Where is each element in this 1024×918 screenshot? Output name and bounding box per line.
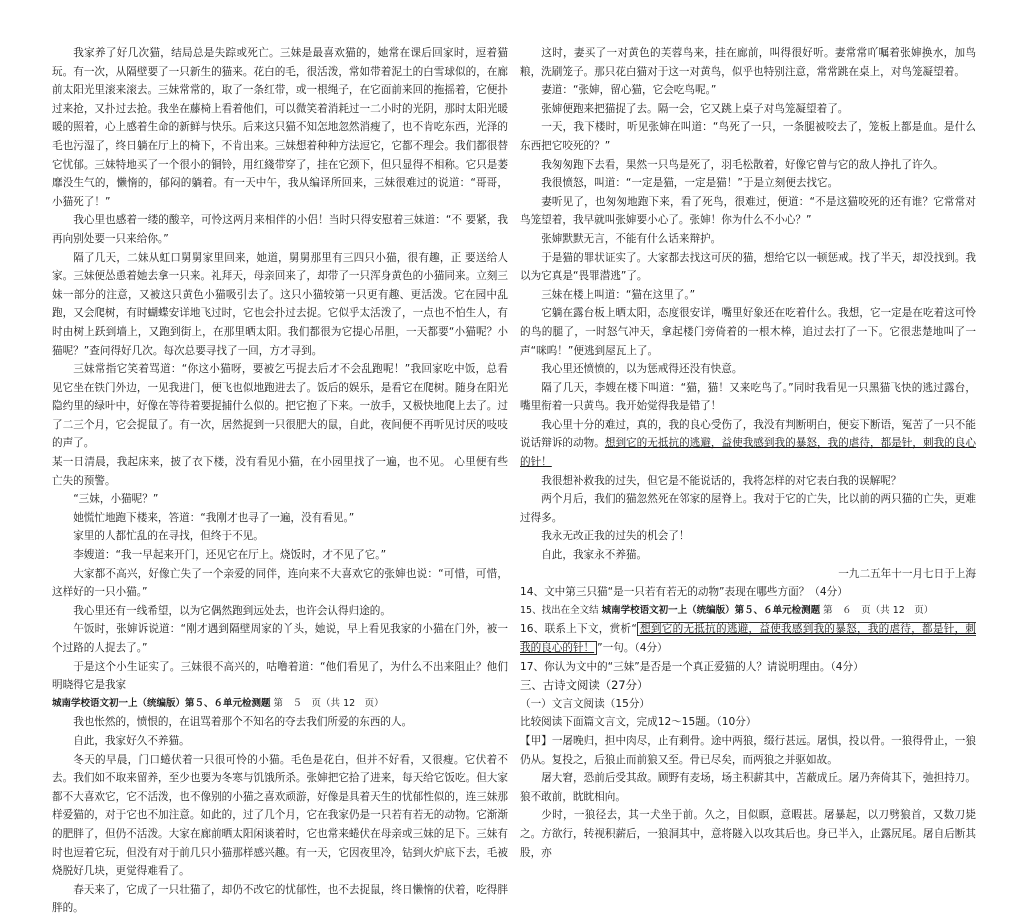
paragraph: 张婶便跑来把猫捉了去。隔一会，它又跳上桌子对鸟笼凝望着了。: [541, 102, 849, 115]
question-17: 17、你认为文中的“三妹”是否是一个真正爱猫的人？请说明理由。（4分）: [520, 660, 864, 673]
footer-school: 城南学校语文初一上（统编版）第５、６单元检测题: [601, 604, 821, 616]
paragraph: 我匆匆跑下去看，果然一只鸟是死了，羽毛松散着，好像它曾与它的敌人挣扎了许久。: [541, 158, 944, 171]
conscience-underlined: 想到它的无抵抗的逃避，益使我感到我的暴怒，我的虐待，都是针，刺我的良心的针！: [520, 437, 977, 469]
question-15-footer: [520, 602, 976, 621]
footer-school: 城南学校语文初一上（统编版）第５、６单元检测题: [52, 697, 271, 709]
date-line: 一九二五年十一月七日于上海: [838, 567, 976, 580]
paragraph: 这时，妻买了一对黄色的芙蓉鸟来，挂在廊前，叫得很好听。妻常常吖嘱着张婶换水，加鸟粮，洗刷笼子。那只花白猫对于这一对黄鸟，似乎也特别注意，常常跳在桌上，对鸟笼凝望着。: [520, 47, 976, 78]
paragraph: 自此，我家永不养猫。: [541, 549, 648, 562]
paragraph: 张婶默默无言，不能有什么话来辩护。: [541, 232, 722, 245]
instruction: 比较阅读下面篇文言文，完成12～15题。（10分）: [520, 716, 757, 729]
question-16-lead: 16、联系上下文，赏析“: [520, 623, 637, 636]
paragraph-conscience: [520, 416, 976, 472]
paragraph: 大家都不高兴，好像亡失了一个亲爱的同伴，连向来不大喜欢它的张婶也说：“可惜，可惜，这样好的一只小猫。”: [52, 567, 508, 599]
paragraph: 妻道：“张婶，留心猫，它会吃鸟呢。”: [541, 84, 717, 97]
paragraph: 于是猫的罪状证实了。大家都去找这可厌的猫，想给它以一顿惩戒。找了半天，却没找到。我以为它真是“畏罪潜逃”了。: [520, 251, 976, 283]
question-15-lead: 15、找出在全文结: [520, 604, 599, 616]
paragraph: 三妹常指它笑着骂道：“你这小猫呀，要被乞丐捉去后才不会乱跑呢！”我回家吃中饭，总看 见它坐在铁门外边，一见我进门，便飞也似地跑进去了。饭后的娱乐，是看它在爬树。随身在阳光隐约里的绿叶中，好像在等待着要捉捕什么似的。把它抱了下来。一放手，又极快地爬上去了。过了二三个月，它会捉鼠了。有一次，居然捉到一只很肥大的鼠，自此，夜间便不再听见讨厌的吱吱的声了。: [52, 363, 508, 450]
right-column: [520, 44, 976, 862]
paragraph: 它躺在露台板上晒太阳，态度很安详，嘴里好象还在吃着什么。我想，它一定是在吃着这可怜的鸟的腿了，一时怒气冲天，拿起楼门旁倚着的一根木棒，追过去打了一下。它很悲楚地叫了一声“咪呜！”便逃到屋瓦上了。: [520, 307, 976, 357]
paragraph: 我也怅然的，愤恨的，在诅骂着那个不知名的夺去我们所爱的东西的人。: [73, 716, 413, 729]
paragraph: 一天，我下楼时，听见张婶在叫道：“鸟死了一只，一条腿被咬去了，笼板上都是血。是什么东西把它咬死的？”: [520, 121, 976, 152]
subsection-heading: （一）文言文阅读（15分）: [520, 697, 651, 710]
paragraph: 自此，我家好久不养猫。: [73, 734, 190, 747]
question-16-tail: ”一句。（4分）: [597, 642, 668, 654]
classical-paragraph: 【甲】一屠晚归，担中肉尽，止有剩骨。途中两狼，缀行甚远。屠惧，投以骨。一狼得骨止，一狼仍从。复投之，后狼止而前狼又至。骨已尽矣，而两狼之并驱如故。: [520, 734, 976, 766]
paragraph: 三妹在楼上叫道：“猫在这里了。”: [541, 288, 696, 301]
paragraph: 午饭时，张婶诉说道：“刚才遇到隔壁周家的丫头，她说，早上看见我家的小猫在门外，被一个过路的人捉去了。”: [52, 623, 508, 654]
question-16-quote: 想到它的无抵抗的逃避，益使我感到我的暴怒，我的虐待，都是针，刺我的良心的针！: [520, 623, 977, 654]
paragraph: 我心里还愤愤的，以为惩戒得还没有快意。: [541, 363, 743, 376]
paragraph: 家里的人都忙乱的在寻找，但终于不见。: [73, 530, 264, 543]
paragraph: 我很想补救我的过失，但它是不能说话的，我将怎样的对它表白我的误解呢？: [541, 474, 902, 487]
classical-paragraph: 屠大窘，恐前后受其敌。顾野有麦场，场主积薪其中，苫蔽成丘。屠乃奔倚其下，弛担持刀。狼不敢前，眈眈相向。: [520, 772, 976, 803]
conscience-lead: 我心里十分的难过，真的，我的良心受伤了，我没有判断明白，便妄下断语，冤苦了一只不能说话辩诉的动物。: [520, 418, 976, 450]
footer-page: 第 ６ 页（共 12 页）: [823, 604, 934, 616]
paragraph: 我很愤怒，叫道：“一定是猫，一定是猫！”于是立刻便去找它。: [541, 177, 839, 190]
question-14: 14、文中第三只猫“是一只若有若无的动物”表现在哪些方面？（4分）: [520, 586, 848, 599]
classical-paragraph: 少时，一狼径去，其一犬坐于前。久之，目似瞑，意暇甚。屠暴起，以刀劈狼首，又数刀毙之。方欲行，转视积薪后，一狼洞其中，意将隧入以攻其后也。身已半入，止露尻尾。屠自后断其股，亦: [520, 809, 976, 859]
page-footer: [52, 695, 508, 714]
paragraph: 我永无改正我的过失的机会了！: [541, 530, 690, 543]
paragraph: 我心里还有一线希望，以为它偶然跑到远处去，也许会认得归途的。: [73, 604, 391, 617]
cut-line: 于是这个小生证实了。三妹很不高兴的，咕噜着道：“他们看见了，为什么不出来阻止？他们明晓得它是我家: [52, 660, 508, 692]
paragraph: 隔了几天，二妹从虹口舅舅家里回来，她道，舅舅那里有三四只小猫，很有趣，正 要送给人家。三妹便怂恿着她去拿一只来。礼拜天，母亲回来了，却带了一只浑身黄色的小猫同来。立刻三妹一部分的注意，又被这只黄色小猫吸引去了。这只小猫较第一只更有趣、更活泼。它在园中乱跑，又会爬树，有时蝴蝶安详地飞过时，它也会扑过去捉。它似乎太活泼了，一点也不怕生人，有时由树上跃到墙上，又跑到街上，在那里晒太阳。我们都很为它提心吊胆，一天都要“小猫呢？小猫呢？”查问得好几次。每次总要寻找了一回，方才寻到。: [52, 251, 508, 357]
paragraph: 某一日清晨，我起床来，披了衣下楼，没有看见小猫，在小园里找了一遍，也不见。 心里便有些亡失的预警。: [52, 456, 508, 487]
paragraph: 两个月后，我们的猫忽然死在邻家的屋脊上。我对于它的亡失，比以前的两只猫的亡失，更难过得多。: [520, 493, 976, 524]
paragraph: 李嫂道：“我一早起来开门，还见它在厅上。烧饭时，才不见了它。”: [73, 549, 387, 562]
paragraph: 妻听见了，也匆匆地跑下来，看了死鸟，很难过，便道：“不是这猫咬死的还有谁？它常常对鸟笼望着，我早就叫张婶要小心了。张婶！你为什么不小心？”: [520, 195, 976, 227]
paragraph: 她慌忙地跑下楼来，答道：“我刚才也寻了一遍，没有看见。”: [73, 511, 355, 524]
paragraph: 冬天的早晨，门口蜷伏着一只很可怜的小猫。毛色是花白，但并不好看，又很瘦。它伏着不去。我们如不取来留养，至少也要为冬寒与饥饿所杀。张婶把它拾了进来，每天给它饭吃。但大家都不大喜欢它，它不活泼，也不像别的小猫之喜欢顽游，好像是具着天生的忧郁性似的，连三妹那样爱猫的，对于它也不加注意。如此的，过了几个月，它在我家仍是一只若有若无的动物。它渐渐的肥胖了，但仍不活泼。大家在廊前晒太阳闲谈着时，它也常来蜷伏在母亲或三妹的足下。三妹有时也逗着它玩，但没有对于前几只小猫那样感兴趣。有一天，它因夜里冷，钻到火炉底下去，毛被烧脱好几块，更觉得难看了。: [52, 753, 508, 878]
paragraph: 春天来了，它成了一只壮猫了，却仍不改它的忧郁性，也不去捉鼠，终日懒惰的伏着，吃得胖胖的。: [52, 883, 508, 915]
question-16: [520, 620, 976, 657]
paragraph: 我心里也感着一缕的酸辛，可怜这两月来相伴的小侣！当时只得安慰着三妹道：“不 要紧，我再向别处要一只来给你。”: [52, 214, 508, 245]
footer-page: 第 ５ 页（共 12 页）: [273, 697, 384, 709]
left-column: [52, 44, 508, 918]
paragraph: 隔了几天，李嫂在楼下叫道：“猫，猫！又来吃鸟了。”同时我看见一只黑猫飞快的逃过露台，嘴里衔着一只黄鸟。我开始觉得我是错了！: [520, 381, 976, 413]
paragraph: “三妹，小猫呢？”: [73, 493, 159, 506]
paragraph: 我家养了好几次猫，结局总是失踪或死亡。三妹是最喜欢猫的，她常在课后回家时，逗着猫玩。有一次，从隔壁要了一只新生的猫来。花白的毛，很活泼，常如带着泥土的白雪球似的，在廊前太阳光里滚来滚去。三妹常常的，取了一条红带，或一根绳子，在它面前来回的拖摇着，它便扑过来抢，又扑过去抢。我坐在藤椅上看着他们，可以微笑着消耗过一二小时的光阴，那时太阳光暖暖的照着，心上感着生命的新鲜与快乐。后来这只猫不知怎地忽然消瘦了，也不肯吃东西，光泽的毛也污湿了，终日躺在厅上的椅下，不肯出来。三妹想着种种方法逗它，它都不理会。我们都很替它忧郁。三妹特地买了一个很小的铜铃，用红綫带穿了，挂在它颈下，但只显得不相称。它只是萎靡没生气的，懒惰的，郁闷的躺着。有一天中午，我从编译所回来，三妹很难过的说道：“哥哥，小猫死了！”: [52, 47, 508, 208]
section-heading: 三、古诗文阅读（27分）: [520, 678, 649, 693]
